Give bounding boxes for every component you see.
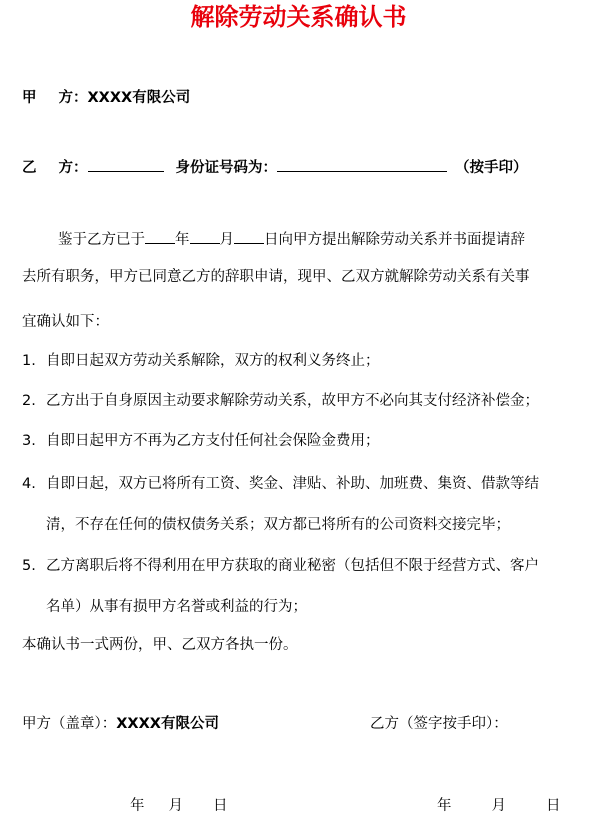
party-b-label-2: 方： xyxy=(58,160,88,176)
day-blank[interactable] xyxy=(234,229,264,244)
item-text: 自即日起甲方不再为乙方支付任何社会保险金费用； xyxy=(46,433,380,449)
intro-month: 月 xyxy=(219,232,234,248)
intro-line-3: 宜确认如下： xyxy=(22,314,109,330)
intro-day-rest: 日向甲方提出解除劳动关系并书面提请辞 xyxy=(264,232,525,248)
intro-year: 年 xyxy=(175,232,190,248)
party-a-seal-label: 甲方（盖章）： xyxy=(22,716,117,732)
list-item xyxy=(22,350,380,372)
party-a-line xyxy=(22,87,190,109)
date-year: 年 xyxy=(437,798,452,814)
party-b-signature xyxy=(370,713,508,735)
item-number: 3. xyxy=(22,433,36,449)
date-month: 月 xyxy=(168,798,183,814)
list-item xyxy=(22,390,539,412)
item-number: 1. xyxy=(22,353,36,369)
party-a-label-1: 甲 xyxy=(22,90,37,106)
item-number: 4. xyxy=(22,476,36,492)
date-month: 月 xyxy=(491,798,506,814)
id-number-label: 身份证号码为： xyxy=(175,160,277,176)
id-number-blank[interactable] xyxy=(277,157,447,172)
party-a-label-2: 方： xyxy=(58,90,88,106)
party-b-label-1: 乙 xyxy=(22,160,37,176)
party-a-seal-value: XXXX有限公司 xyxy=(116,716,219,732)
date-day: 日 xyxy=(546,798,561,814)
item-number: 5. xyxy=(22,558,36,574)
list-item-continuation: 清，不存在任何的债权债务关系；双方都已将所有的公司资料交接完毕； xyxy=(46,517,510,533)
party-b-sign-label: 乙方（签字按手印）： xyxy=(370,716,508,732)
item-text: 自即日起，双方已将所有工资、奖金、津贴、补助、加班费、集资、借款等结 xyxy=(46,476,539,492)
item-number: 2. xyxy=(22,393,36,409)
party-b-name-blank[interactable] xyxy=(88,157,164,172)
party-b-line xyxy=(22,157,528,179)
intro-line-2: 去所有职务，甲方已同意乙方的辞职申请，现甲、乙双方就解除劳动关系有关事 xyxy=(22,269,530,285)
document-title: 解除劳动关系确认书 xyxy=(190,2,407,31)
item-text: 乙方出于自身原因主动要求解除劳动关系，故甲方不必向其支付经济补偿金； xyxy=(46,393,539,409)
month-blank[interactable] xyxy=(190,229,220,244)
party-a-name: XXXX有限公司 xyxy=(87,90,191,106)
item-text: 自即日起双方劳动关系解除，双方的权利义务终止； xyxy=(46,353,380,369)
year-blank[interactable] xyxy=(145,229,175,244)
date-day: 日 xyxy=(213,798,228,814)
list-item xyxy=(22,555,539,577)
item-text: 乙方离职后将不得利用在甲方获取的商业秘密（包括但不限于经营方式、客户 xyxy=(46,558,539,574)
intro-text-a: 鉴于乙方已于 xyxy=(58,232,145,248)
party-a-date xyxy=(130,795,228,817)
list-item xyxy=(22,473,539,495)
list-item-continuation: 名单）从事有损甲方名誉或利益的行为； xyxy=(46,599,307,615)
closing-statement: 本确认书一式两份，甲、乙双方各执一份。 xyxy=(22,637,298,653)
party-b-date xyxy=(437,795,561,817)
list-item xyxy=(22,430,380,452)
fingerprint-note: （按手印） xyxy=(455,160,528,176)
party-a-signature xyxy=(22,713,219,735)
date-year: 年 xyxy=(130,798,145,814)
intro-line-1 xyxy=(58,229,525,251)
